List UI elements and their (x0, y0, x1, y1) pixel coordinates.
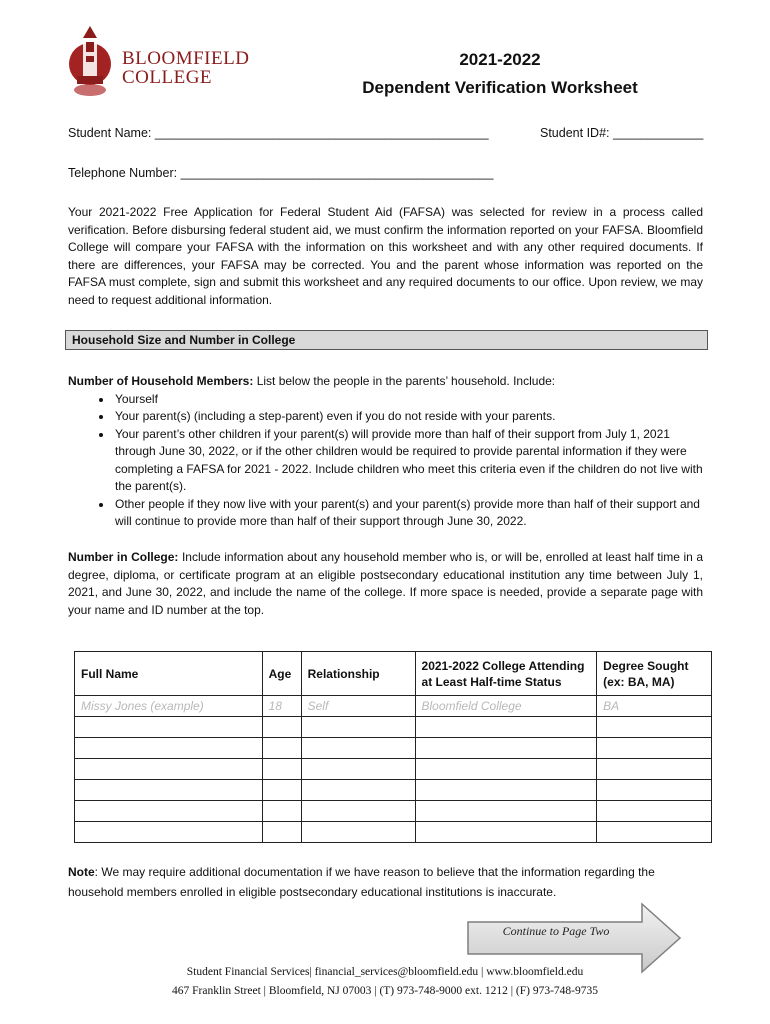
table-cell[interactable] (75, 759, 263, 780)
logo-line1: BLOOMFIELD (122, 48, 250, 69)
logo-line2: COLLEGE (122, 67, 213, 88)
list-item: • Your parent(s) (including a step-parent) even if you do not reside with your parents. (113, 408, 708, 426)
table-cell[interactable] (415, 801, 597, 822)
table-cell[interactable] (415, 822, 597, 843)
household-text: List below the people in the parents’ household. Include: (253, 374, 556, 388)
college-logo (66, 26, 250, 102)
table-cell[interactable] (415, 717, 597, 738)
table-row-example (75, 696, 712, 717)
footer-contact-line: Student Financial Services| financial_services@bloomfield.edu | www.bloomfield.edu (186, 966, 584, 978)
list-item: • Other people if they now live with your parent(s) and your parent(s) provide more than half of their support and will continue to provide more than half of their support through June 30, 2022. (113, 496, 708, 531)
table-cell[interactable] (415, 759, 597, 780)
table-row (75, 759, 712, 780)
table-cell[interactable] (262, 717, 301, 738)
table-cell[interactable] (262, 780, 301, 801)
table-row (75, 801, 712, 822)
page-title: Dependent Verification Worksheet (362, 78, 638, 97)
example-full-name[interactable]: Missy Jones (example) (75, 696, 263, 717)
table-cell[interactable] (75, 801, 263, 822)
household-list (68, 391, 708, 531)
note-paragraph (68, 862, 708, 902)
example-college[interactable]: Bloomfield College (415, 696, 597, 717)
table-cell[interactable] (262, 801, 301, 822)
household-members-block (68, 373, 708, 531)
col-header-college: 2021-2022 College Attending at Least Half-time Status (415, 652, 597, 696)
table-cell[interactable] (262, 738, 301, 759)
table-cell[interactable] (415, 780, 597, 801)
table-cell[interactable] (415, 738, 597, 759)
intro-paragraph: Your 2021-2022 Free Application for Federal Student Aid (FAFSA) was selected for review in a process called verification. Before disbursing federal student aid, we must confirm the information reported on your FAFSA. Bloomfield College will compare your FAFSA with the information on this worksheet and with any other required documents. If there are differences, your FAFSA may be corrected. You and the parent whose information was reported on the FAFSA must complete, sign and submit this worksheet and any required documents to our office. Upon review, we may need to request additional information. (68, 205, 703, 307)
tower-emblem-icon (66, 26, 118, 102)
student-name-field[interactable]: Student Name: ________________________________________________ (68, 126, 489, 140)
in-college-text: Include information about any household member who is, or will be, enrolled at least half time in a degree, diploma, or certificate program at an eligible postsecondary educational institution any time between July 1, 2021, and June 30, 2022, and include the name of the college. If more space is needed, provide a separate page with your name and ID number at the top. (68, 550, 704, 617)
table-cell[interactable] (597, 759, 712, 780)
in-college-label: Number in College: (68, 550, 179, 564)
table-row (75, 717, 712, 738)
list-item: • Yourself (113, 391, 708, 409)
table-cell[interactable] (597, 822, 712, 843)
table-cell[interactable] (75, 780, 263, 801)
table-row (75, 780, 712, 801)
table-cell[interactable] (75, 822, 263, 843)
table-cell[interactable] (597, 801, 712, 822)
col-header-relationship: Relationship (301, 652, 415, 696)
table-row (75, 738, 712, 759)
footer-address-line: 467 Franklin Street | Bloomfield, NJ 07003 | (T) 973-748-9000 ext. 1212 | (F) 973-748-9735 (172, 985, 598, 997)
household-members-table (74, 651, 712, 843)
student-id-field[interactable]: Student ID#: _____________ (540, 126, 704, 140)
continue-label: Continue to Page Two (502, 924, 610, 938)
continue-button[interactable] (466, 902, 682, 974)
section-household-size: Household Size and Number in College (65, 330, 708, 350)
table-cell[interactable] (301, 801, 415, 822)
table-header-row (75, 652, 712, 696)
table-cell[interactable] (597, 738, 712, 759)
table-cell[interactable] (262, 759, 301, 780)
table-row (75, 822, 712, 843)
telephone-field[interactable]: Telephone Number: _____________________________________________ (68, 166, 494, 180)
household-label: Number of Household Members: (68, 374, 254, 388)
col-header-age: Age (262, 652, 301, 696)
col-header-full-name: Full Name (75, 652, 263, 696)
example-degree[interactable]: BA (597, 696, 712, 717)
example-relationship[interactable]: Self (301, 696, 415, 717)
table-cell[interactable] (597, 780, 712, 801)
table-cell[interactable] (75, 717, 263, 738)
table-cell[interactable] (301, 738, 415, 759)
table-cell[interactable] (262, 822, 301, 843)
worksheet-year: 2021-2022 (459, 50, 541, 69)
table-cell[interactable] (301, 780, 415, 801)
number-in-college-block (68, 549, 703, 619)
list-item: • Your parent’s other children if your parent(s) will provide more than half of their support from July 1, 2021 through June 30, 2022, or if the other children would be required to provide parental information if they were completing a FAFSA for 2021 - 2022. Include children who meet this criteria even if the children do not live with the parent(s). (113, 426, 708, 496)
note-text: : We may require additional documentation if we have reason to believe that the information regarding the household members enrolled in eligible postsecondary educational institutions is inaccurate. (68, 865, 655, 899)
col-header-degree: Degree Sought (ex: BA, MA) (597, 652, 712, 696)
table-cell[interactable] (597, 717, 712, 738)
table-cell[interactable] (301, 759, 415, 780)
note-label: Note (68, 865, 95, 879)
table-cell[interactable] (301, 717, 415, 738)
example-age[interactable]: 18 (262, 696, 301, 717)
table-cell[interactable] (75, 738, 263, 759)
table-cell[interactable] (301, 822, 415, 843)
